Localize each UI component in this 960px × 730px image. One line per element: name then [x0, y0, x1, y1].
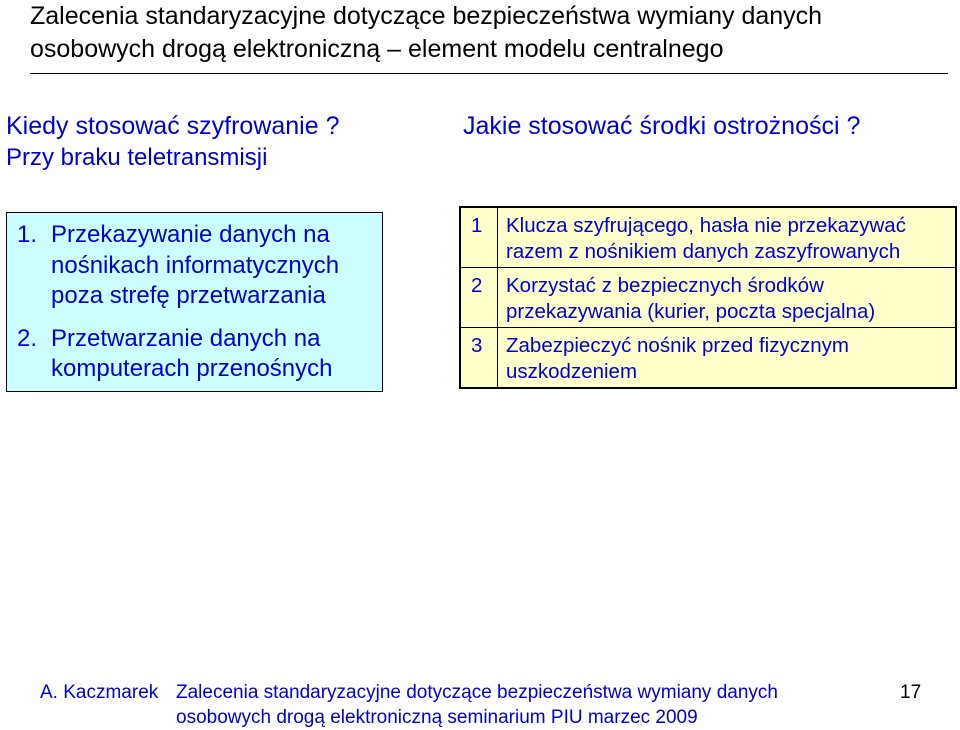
list-item-number: 2. — [17, 324, 38, 352]
encryption-cases-box — [6, 212, 383, 392]
precautions-table — [459, 206, 957, 389]
title-divider — [30, 73, 948, 74]
row-number: 1 — [460, 207, 498, 268]
encryption-cases-list — [17, 220, 378, 385]
table-row — [460, 268, 956, 328]
page-number: 17 — [900, 682, 922, 703]
encryption-question: Kiedy stosować szyfrowanie ? — [6, 112, 340, 140]
list-item-number: 1. — [17, 221, 38, 248]
list-item — [17, 324, 378, 385]
list-item — [17, 220, 378, 312]
encryption-answer: Przy braku teletransmisji — [6, 144, 268, 171]
footer-author: A. Kaczmarek — [40, 682, 159, 703]
row-text: Korzystać z bezpiecznych środków przekazywania (kurier, poczta specjalna) — [498, 268, 957, 328]
row-number: 3 — [460, 328, 498, 389]
precautions-question: Jakie stosować środki ostrożności ? — [463, 112, 861, 140]
list-item-text: Przekazywanie danych na nośnikach informatycznych poza strefę przetwarzania — [51, 221, 340, 309]
row-number: 2 — [460, 268, 498, 328]
table-row — [460, 207, 956, 268]
footer-title: Zalecenia standaryzacyjne dotyczące bezpieczeństwa wymiany danych osobowych drogą elektroniczną seminarium PIU marzec 2009 — [176, 682, 778, 728]
table-row — [460, 328, 956, 389]
row-text: Zabezpieczyć nośnik przed fizycznym uszkodzeniem — [498, 328, 957, 389]
list-item-text: Przetwarzanie danych na komputerach przenośnych — [51, 324, 333, 382]
slide-title: Zalecenia standaryzacyjne dotyczące bezpieczeństwa wymiany danych osobowych drogą elektroniczną – element modelu centralnego — [30, 2, 823, 63]
row-text: Klucza szyfrującego, hasła nie przekazywać razem z nośnikiem danych zaszyfrowanych — [498, 207, 957, 268]
